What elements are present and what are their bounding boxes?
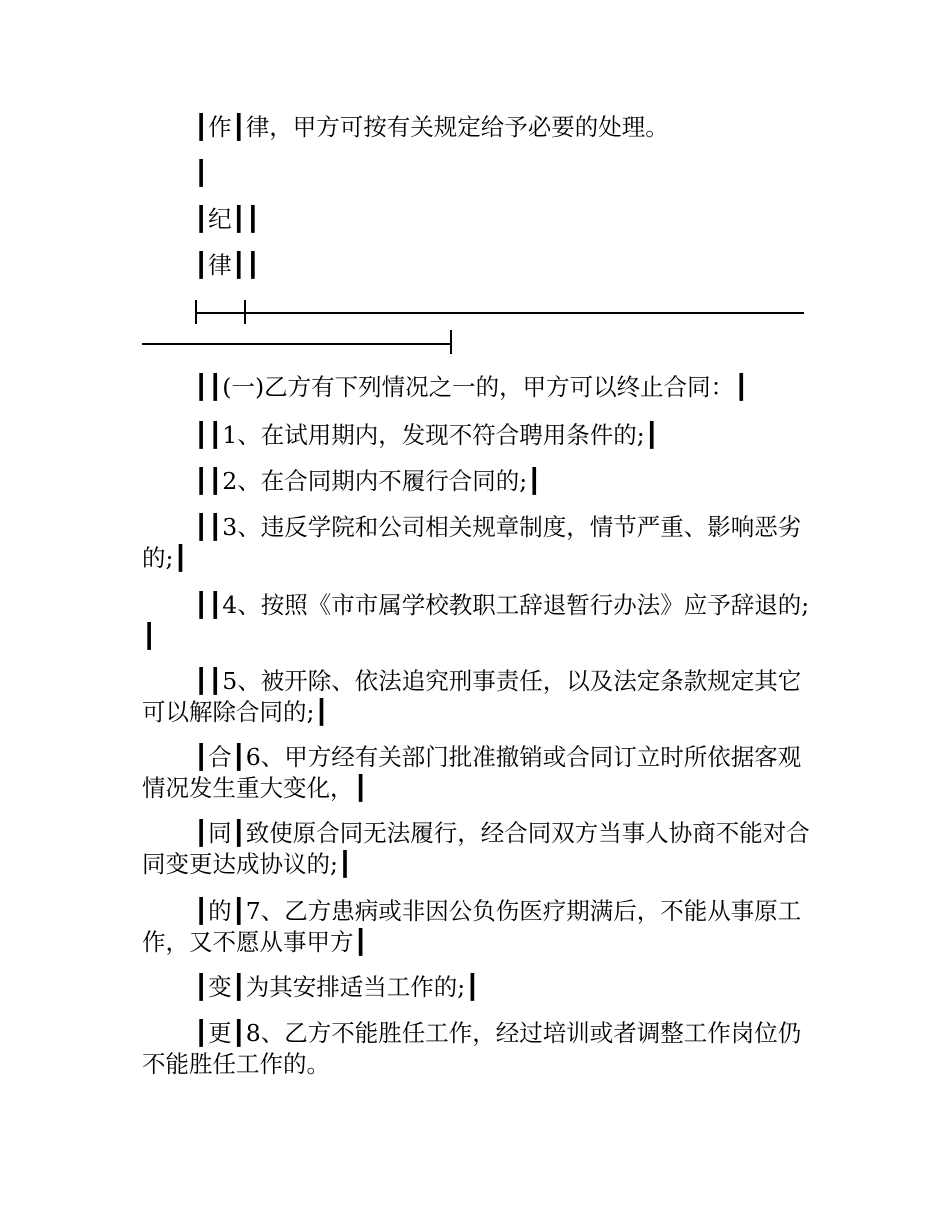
- table-rule-top: [196, 312, 804, 314]
- text-line-6: ┃┃1、在试用期内，发现不符合聘用条件的;┃: [194, 421, 659, 449]
- text-line-5: ┃┃(一)乙方有下列情况之一的，甲方可以终止合同：┃: [194, 373, 749, 401]
- text-line-1: ┃作┃律，甲方可按有关规定给予必要的处理。: [194, 113, 669, 141]
- text-line-3: ┃纪┃┃: [194, 205, 260, 233]
- text-line-9: ┃┃4、按照《市市属学校教职工辞退暂行办法》应予辞退的;┃: [142, 591, 810, 650]
- text-line-4: ┃律┃┃: [194, 251, 260, 279]
- text-line-8: ┃┃3、违反学院和公司相关规章制度，情节严重、影响恶劣的;┃: [142, 513, 802, 572]
- table-rule-bottom: [142, 343, 452, 345]
- text-line-15: ┃更┃8、乙方不能胜任工作，经过培训或者调整工作岗位仍不能胜任工作的。: [142, 1019, 802, 1078]
- text-line-10: ┃┃5、被开除、依法追究刑事责任，以及法定条款规定其它可以解除合同的;┃: [142, 667, 802, 726]
- table-rule-right-tick: [450, 330, 452, 354]
- text-line-12: ┃同┃致使原合同无法履行，经合同双方当事人协商不能对合同变更达成协议的;┃: [142, 819, 810, 878]
- text-line-2: ┃: [194, 159, 209, 187]
- text-line-13: ┃的┃7、乙方患病或非因公负伤医疗期满后，不能从事原工作，又不愿从事甲方┃: [142, 897, 802, 956]
- table-rule-mid-tick: [244, 300, 246, 324]
- text-line-14: ┃变┃为其安排适当工作的;┃: [194, 973, 480, 1001]
- text-line-11: ┃合┃6、甲方经有关部门批准撤销或合同订立时所依据客观情况发生重大变化，┃: [142, 743, 802, 802]
- text-line-7: ┃┃2、在合同期内不履行合同的;┃: [194, 467, 542, 495]
